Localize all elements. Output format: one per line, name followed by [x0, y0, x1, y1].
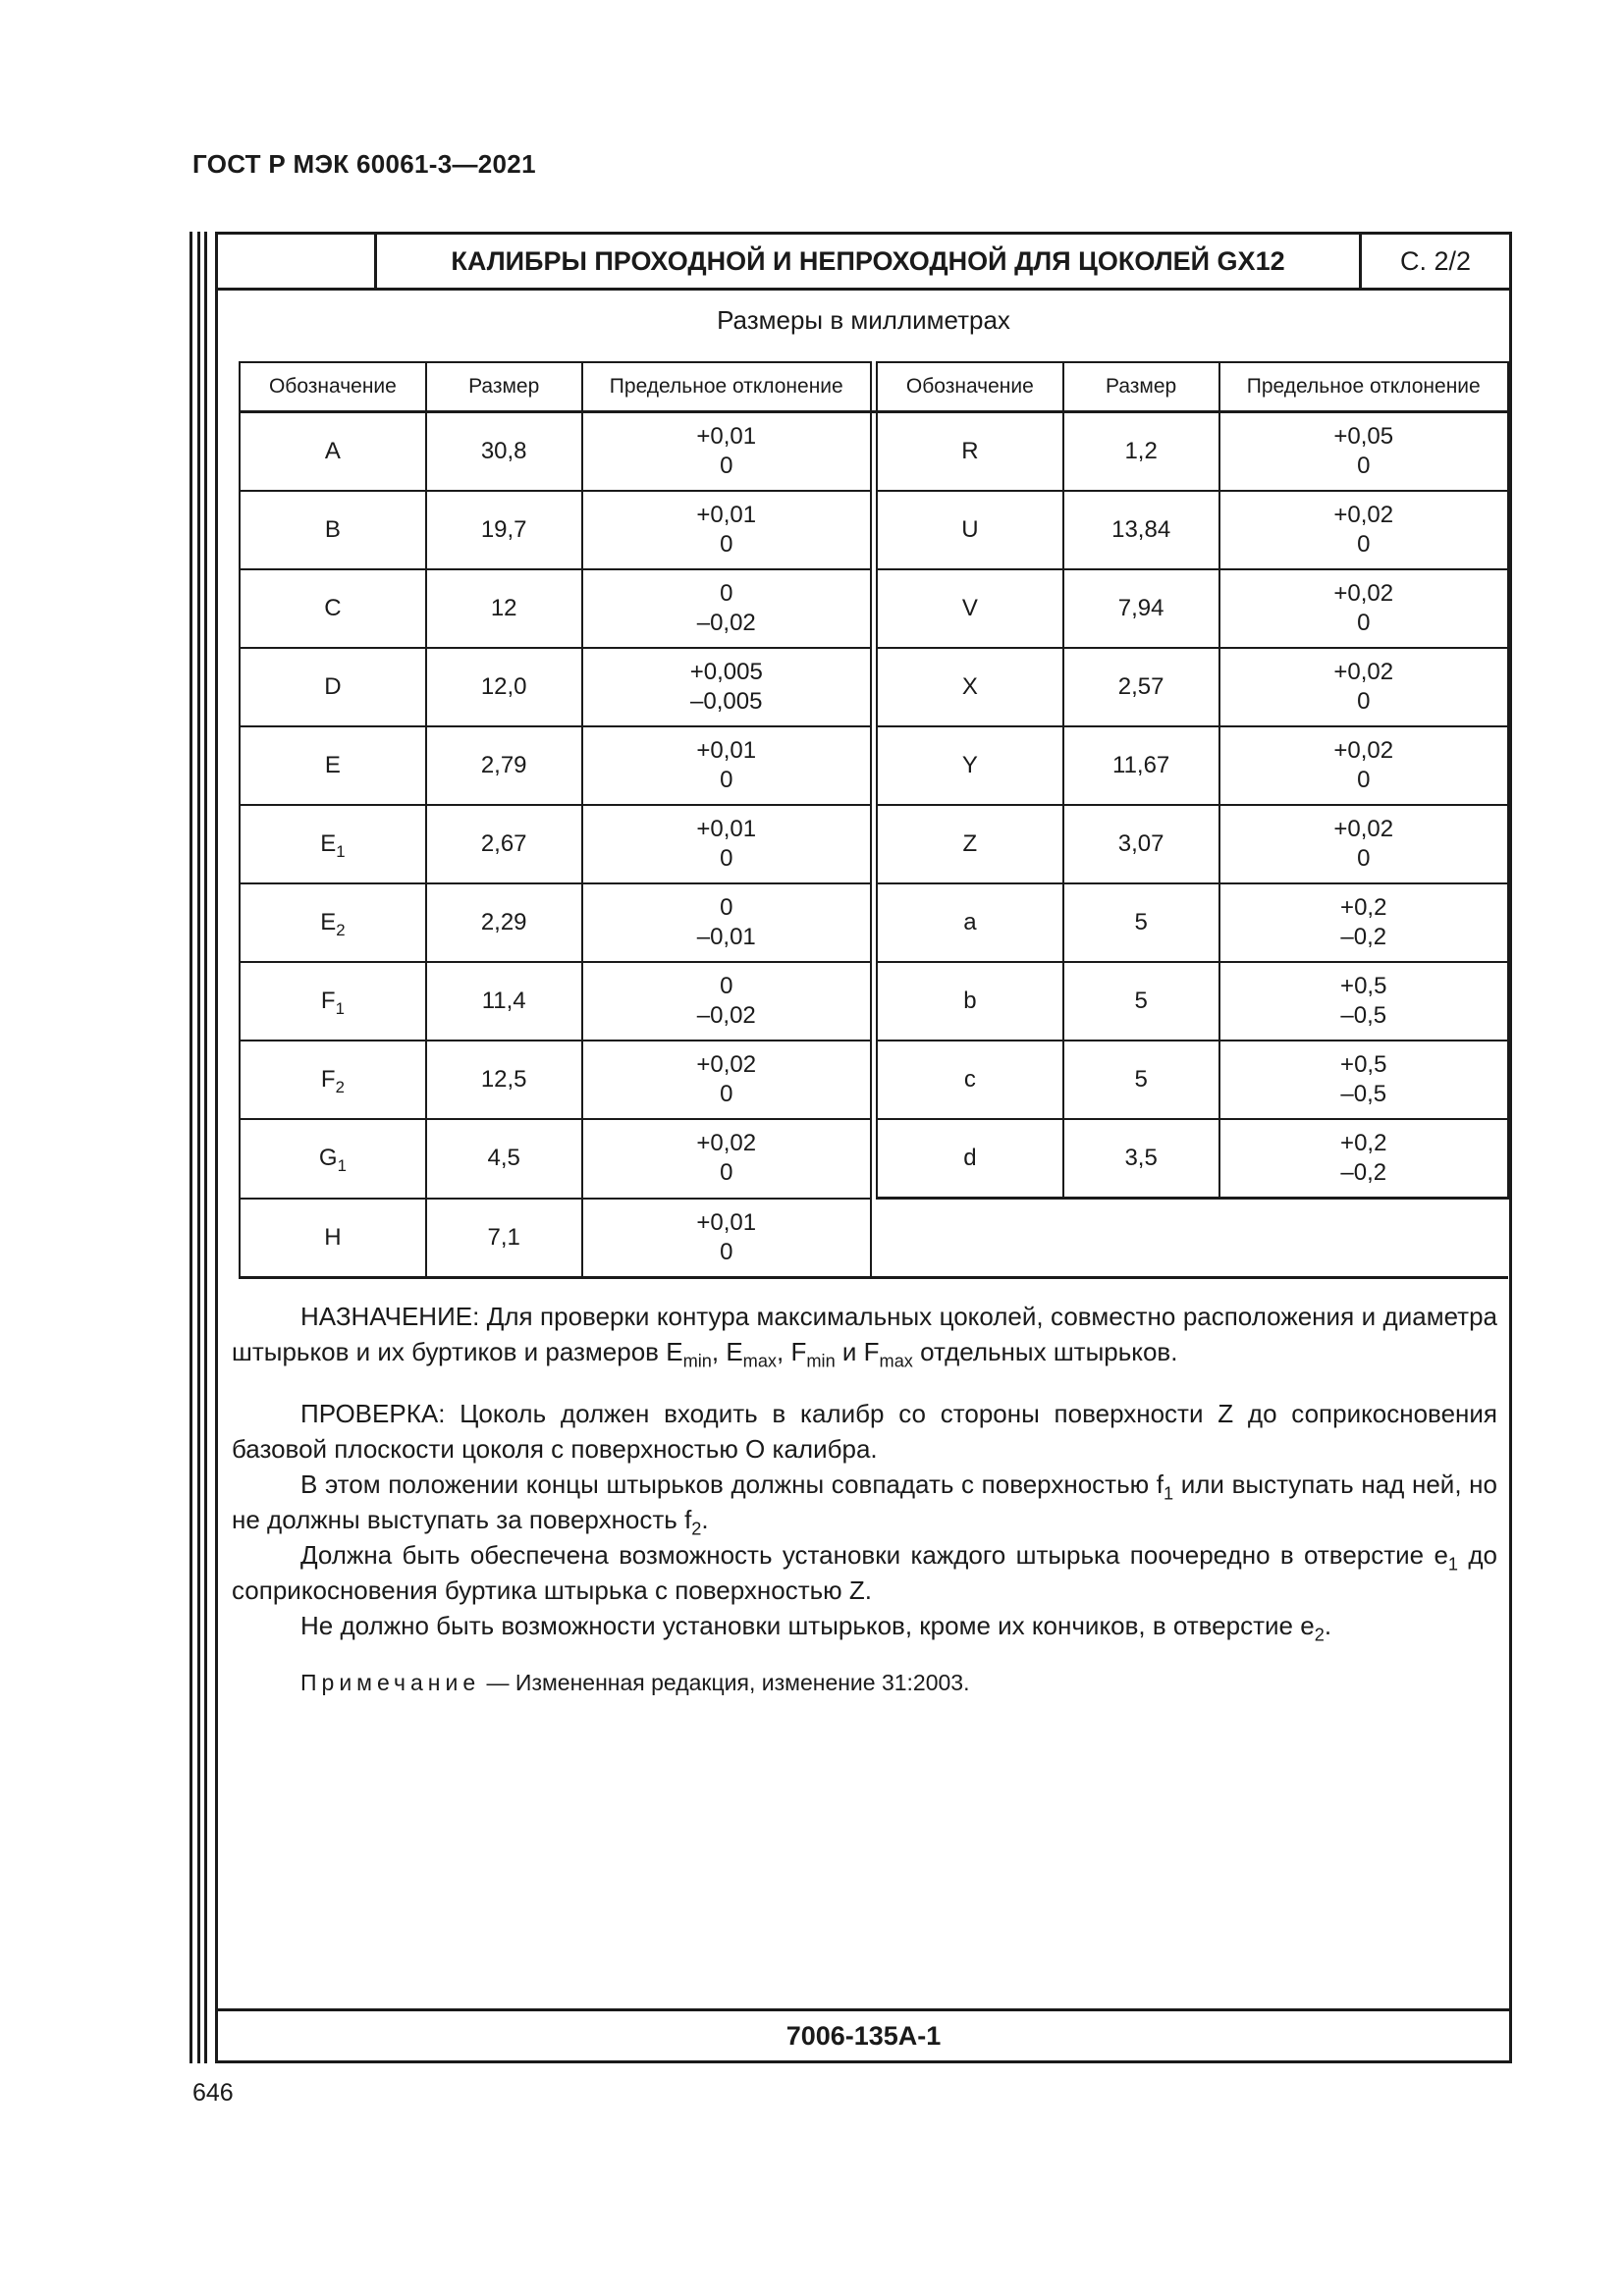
deviation-cell [582, 569, 871, 648]
designation: c [963, 1066, 976, 1093]
dimensions-table [239, 361, 1509, 1279]
text-run: Не должно быть возможности установки штырьков, кроме их кончиков, в отверстие e [300, 1611, 1315, 1640]
deviation-lower: –0,005 [690, 688, 763, 715]
size-cell: 11,67 [1063, 726, 1219, 805]
document-header: ГОСТ Р МЭК 60061-3—2021 [192, 149, 536, 179]
table-row [240, 569, 1508, 648]
deviation-upper: +0,05 [1333, 423, 1394, 450]
check-paragraph [232, 1537, 1497, 1608]
size-cell: 12,0 [426, 648, 582, 726]
designation-cell [877, 726, 1063, 805]
designation: A [324, 438, 341, 464]
deviation-upper: +0,01 [696, 816, 757, 842]
size-cell: 5 [1063, 962, 1219, 1041]
size-cell: 12 [426, 569, 582, 648]
designation: V [961, 595, 978, 621]
designation-cell [240, 805, 426, 883]
text-subscript: 2 [1314, 1625, 1325, 1645]
designation-cell [877, 569, 1063, 648]
size-cell: 1,2 [1063, 412, 1219, 492]
check-paragraph [232, 1396, 1497, 1467]
table-row [240, 648, 1508, 726]
designation: X [961, 673, 978, 700]
deviation-upper: +0,2 [1340, 894, 1387, 921]
deviation-upper: +0,02 [1333, 659, 1394, 685]
text-run: отдельных штырьков. [912, 1337, 1178, 1366]
check-text [232, 1396, 1497, 1643]
size-cell: 12,5 [426, 1041, 582, 1119]
designation: H [324, 1223, 342, 1251]
designation: F [320, 1066, 336, 1093]
column-header: Размер [1063, 362, 1219, 412]
designation: F [320, 988, 336, 1014]
deviation-cell [582, 883, 871, 962]
purpose-paragraph [232, 1299, 1497, 1369]
deviation-lower: 0 [720, 531, 733, 558]
designation-cell [240, 1041, 426, 1119]
deviation-upper: +0,02 [1333, 580, 1394, 607]
deviation-lower: 0 [1357, 767, 1371, 793]
table-row [240, 1199, 1508, 1278]
column-header: Размер [426, 362, 582, 412]
designation-cell [240, 491, 426, 569]
table-row [240, 1041, 1508, 1119]
drawing-code: 7006-135A-1 [218, 2008, 1509, 2060]
deviation-cell [1219, 962, 1509, 1041]
text-subscript: max [879, 1351, 913, 1371]
column-header: Обозначение [240, 362, 426, 412]
deviation-cell [1219, 805, 1509, 883]
designation-cell [240, 648, 426, 726]
deviation-cell [1219, 726, 1509, 805]
note [300, 1670, 970, 1696]
table-row [240, 805, 1508, 883]
size-cell: 7,1 [426, 1199, 582, 1278]
size-cell: 19,7 [426, 491, 582, 569]
text-run: и F [835, 1337, 880, 1366]
deviation-upper: +0,5 [1340, 973, 1387, 999]
deviation-upper: +0,02 [696, 1130, 757, 1157]
check-paragraph [232, 1608, 1497, 1643]
designation: C [324, 595, 342, 621]
size-cell: 3,5 [1063, 1119, 1219, 1199]
deviation-cell [582, 962, 871, 1041]
designation-cell [877, 1041, 1063, 1119]
designation-subscript: 2 [336, 920, 346, 939]
designation: Y [961, 752, 978, 778]
designation-cell [877, 648, 1063, 726]
deviation-lower: 0 [720, 1238, 733, 1265]
text-run: до соприкосновения буртика штырька с поверхностью Z. [232, 1540, 1497, 1605]
deviation-lower: 0 [1357, 610, 1371, 636]
deviation-cell [1219, 412, 1509, 492]
designation-cell [877, 491, 1063, 569]
text-run: НАЗНАЧЕНИЕ: Для проверки контура максимальных цоколей, совместно расположения и диаметра штырьков и их буртиков и размеров E [232, 1302, 1497, 1366]
title-blank-cell [218, 235, 377, 288]
size-cell: 5 [1063, 1041, 1219, 1119]
text-subscript: min [682, 1351, 712, 1371]
units-note: Размеры в миллиметрах [717, 305, 1010, 335]
margin-line [204, 232, 207, 2063]
page-number: 646 [192, 2079, 234, 2107]
deviation-upper: +0,01 [696, 423, 757, 450]
table-row [240, 726, 1508, 805]
designation-subscript: 1 [337, 1156, 347, 1176]
deviation-cell [582, 491, 871, 569]
sheet-frame [215, 232, 1512, 2063]
text-subscript: 1 [1163, 1483, 1174, 1504]
size-cell: 30,8 [426, 412, 582, 492]
size-cell: 3,07 [1063, 805, 1219, 883]
text-run: , E [711, 1337, 743, 1366]
table-row [240, 412, 1508, 492]
designation: R [961, 438, 979, 464]
designation-cell [877, 412, 1063, 492]
deviation-cell [582, 805, 871, 883]
text-run: , F [777, 1337, 807, 1366]
deviation-upper: +0,02 [1333, 737, 1394, 764]
designation: U [961, 516, 979, 543]
designation-cell [240, 726, 426, 805]
designation: E [320, 830, 337, 857]
deviation-lower: 0 [1357, 531, 1371, 558]
deviation-upper: +0,2 [1340, 1130, 1387, 1156]
designation-cell [240, 962, 426, 1041]
deviation-lower: –0,01 [696, 924, 756, 950]
deviation-upper: +0,02 [1333, 502, 1394, 528]
size-cell: 7,94 [1063, 569, 1219, 648]
deviation-lower: –0,02 [696, 1002, 756, 1029]
note-label: Примечание [300, 1670, 481, 1695]
table-row [240, 1119, 1508, 1199]
text-run: . [701, 1505, 709, 1534]
deviation-cell [1219, 883, 1509, 962]
table-row [240, 491, 1508, 569]
designation-cell [877, 1119, 1063, 1199]
deviation-upper: +0,01 [696, 737, 757, 764]
deviation-cell [582, 1119, 871, 1199]
designation-cell [240, 883, 426, 962]
size-cell: 13,84 [1063, 491, 1219, 569]
designation: Z [962, 830, 978, 857]
deviation-upper: 0 [720, 973, 733, 999]
deviation-lower: –0,5 [1340, 1002, 1387, 1029]
table-row [240, 962, 1508, 1041]
deviation-upper: +0,01 [696, 502, 757, 528]
deviation-upper: +0,02 [1333, 816, 1394, 842]
margin-line [189, 232, 192, 2063]
designation-subscript: 2 [335, 1077, 345, 1096]
designation: B [324, 516, 341, 543]
text-subscript: 1 [1447, 1554, 1459, 1575]
designation-cell [877, 883, 1063, 962]
note-text: — Измененная редакция, изменение 31:2003. [480, 1670, 970, 1695]
deviation-lower: 0 [720, 845, 733, 872]
deviation-upper: 0 [720, 580, 733, 607]
deviation-cell [582, 412, 871, 492]
text-run: или выступать над ней, но не должны выступать за поверхность f [232, 1469, 1497, 1534]
text-subscript: max [742, 1351, 778, 1371]
deviation-cell [1219, 569, 1509, 648]
deviation-lower: –0,5 [1340, 1081, 1387, 1107]
designation: E [320, 909, 337, 935]
deviation-lower: 0 [720, 453, 733, 479]
designation: E [324, 752, 341, 778]
size-cell: 11,4 [426, 962, 582, 1041]
designation-cell [240, 1119, 426, 1199]
table-body [240, 412, 1508, 1278]
purpose-text [232, 1299, 1497, 1369]
deviation-cell [1219, 648, 1509, 726]
deviation-upper: +0,005 [689, 659, 763, 685]
text-run: ПРОВЕРКА: Цоколь должен входить в калибр со стороны поверхности Z до соприкосновения базовой плоскости цоколя с поверхностью О калибра. [232, 1399, 1497, 1464]
designation: d [963, 1145, 977, 1171]
designation: D [324, 673, 342, 700]
deviation-upper: 0 [720, 894, 733, 921]
deviation-cell [1219, 1119, 1509, 1199]
deviation-lower: 0 [720, 1081, 733, 1107]
designation: b [963, 988, 977, 1014]
text-subscript: min [806, 1351, 836, 1371]
size-cell: 2,67 [426, 805, 582, 883]
deviation-lower: –0,2 [1340, 1159, 1387, 1186]
table-header-row [240, 362, 1508, 412]
deviation-cell [582, 726, 871, 805]
deviation-cell [1219, 491, 1509, 569]
deviation-cell [582, 1041, 871, 1119]
deviation-lower: 0 [1357, 688, 1371, 715]
size-cell: 5 [1063, 883, 1219, 962]
column-header: Обозначение [877, 362, 1063, 412]
deviation-cell [582, 1199, 871, 1278]
designation-cell [240, 412, 426, 492]
sheet-page-ref: С. 2/2 [1399, 245, 1472, 276]
column-header: Предельное отклонение [582, 362, 871, 412]
deviation-cell [582, 648, 871, 726]
text-run: . [1324, 1611, 1332, 1640]
deviation-upper: +0,01 [696, 1208, 757, 1236]
deviation-upper: +0,5 [1340, 1051, 1387, 1078]
designation-cell [877, 962, 1063, 1041]
text-run: Должна быть обеспечена возможность установки каждого штырька поочередно в отверстие e [300, 1540, 1448, 1570]
designation-subscript: 1 [336, 841, 346, 861]
designation-subscript: 1 [335, 998, 345, 1018]
designation-cell [240, 569, 426, 648]
designation-cell [877, 805, 1063, 883]
deviation-lower: –0,2 [1340, 924, 1387, 950]
text-run: В этом положении концы штырьков должны совпадать с поверхностью f [300, 1469, 1164, 1499]
size-cell: 2,57 [1063, 648, 1219, 726]
size-cell: 4,5 [426, 1119, 582, 1199]
designation: G [318, 1145, 338, 1172]
table-row [240, 883, 1508, 962]
sheet-title: КАЛИБРЫ ПРОХОДНОЙ И НЕПРОХОДНОЙ ДЛЯ ЦОКОЛЕЙ GX12 [377, 235, 1362, 288]
size-cell: 2,79 [426, 726, 582, 805]
deviation-lower: 0 [1357, 453, 1371, 479]
column-header: Предельное отклонение [1219, 362, 1509, 412]
margin-line [197, 232, 200, 2063]
deviation-cell [1219, 1041, 1509, 1119]
deviation-lower: –0,02 [696, 610, 756, 636]
designation: a [963, 909, 977, 935]
check-paragraph [232, 1467, 1497, 1537]
title-row [218, 235, 1509, 291]
deviation-upper: +0,02 [696, 1051, 757, 1078]
deviation-lower: 0 [720, 767, 733, 793]
size-cell: 2,29 [426, 883, 582, 962]
deviation-lower: 0 [1357, 845, 1371, 872]
deviation-lower: 0 [720, 1159, 733, 1187]
designation-cell [240, 1199, 426, 1278]
text-subscript: 2 [691, 1519, 702, 1539]
